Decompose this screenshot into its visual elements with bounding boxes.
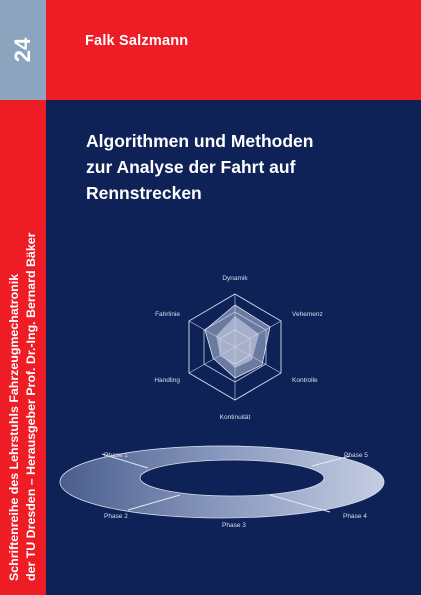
phase-label-2: Phase 2 bbox=[104, 513, 128, 520]
phase-label-4: Phase 4 bbox=[343, 513, 367, 520]
title-line-2: zur Analyse der Fahrt auf bbox=[86, 157, 296, 177]
phase-label-3: Phase 3 bbox=[222, 522, 246, 529]
phase-label-5: Phase 5 bbox=[344, 452, 368, 459]
radar-label-kontinuitaet: Kontinuität bbox=[219, 414, 251, 421]
phase-ring bbox=[60, 446, 384, 529]
radar-label-fahrlinie: Fahrlinie bbox=[155, 311, 180, 318]
radar-label-dynamik: Dynamik bbox=[222, 275, 248, 282]
radar-diagram bbox=[154, 275, 322, 421]
phase-label-1: Phase 1 bbox=[104, 452, 128, 459]
author-name: Falk Salzmann bbox=[85, 33, 189, 49]
series-line-1: Schriftenreihe des Lehrstuhls Fahrzeugmechatronik bbox=[7, 273, 21, 581]
volume-number: 24 bbox=[10, 37, 35, 63]
series-line-2: der TU Dresden – Herausgeber Prof. Dr.-Ing. Bernard Bäker bbox=[24, 232, 38, 581]
radar-label-vehemenz: Vehemenz bbox=[292, 311, 323, 318]
title-line-1: Algorithmen und Methoden bbox=[86, 131, 314, 151]
title-line-3: Rennstrecken bbox=[86, 183, 202, 203]
radar-label-kontrolle: Kontrolle bbox=[292, 377, 318, 384]
radar-label-handling: Handling bbox=[154, 377, 180, 384]
